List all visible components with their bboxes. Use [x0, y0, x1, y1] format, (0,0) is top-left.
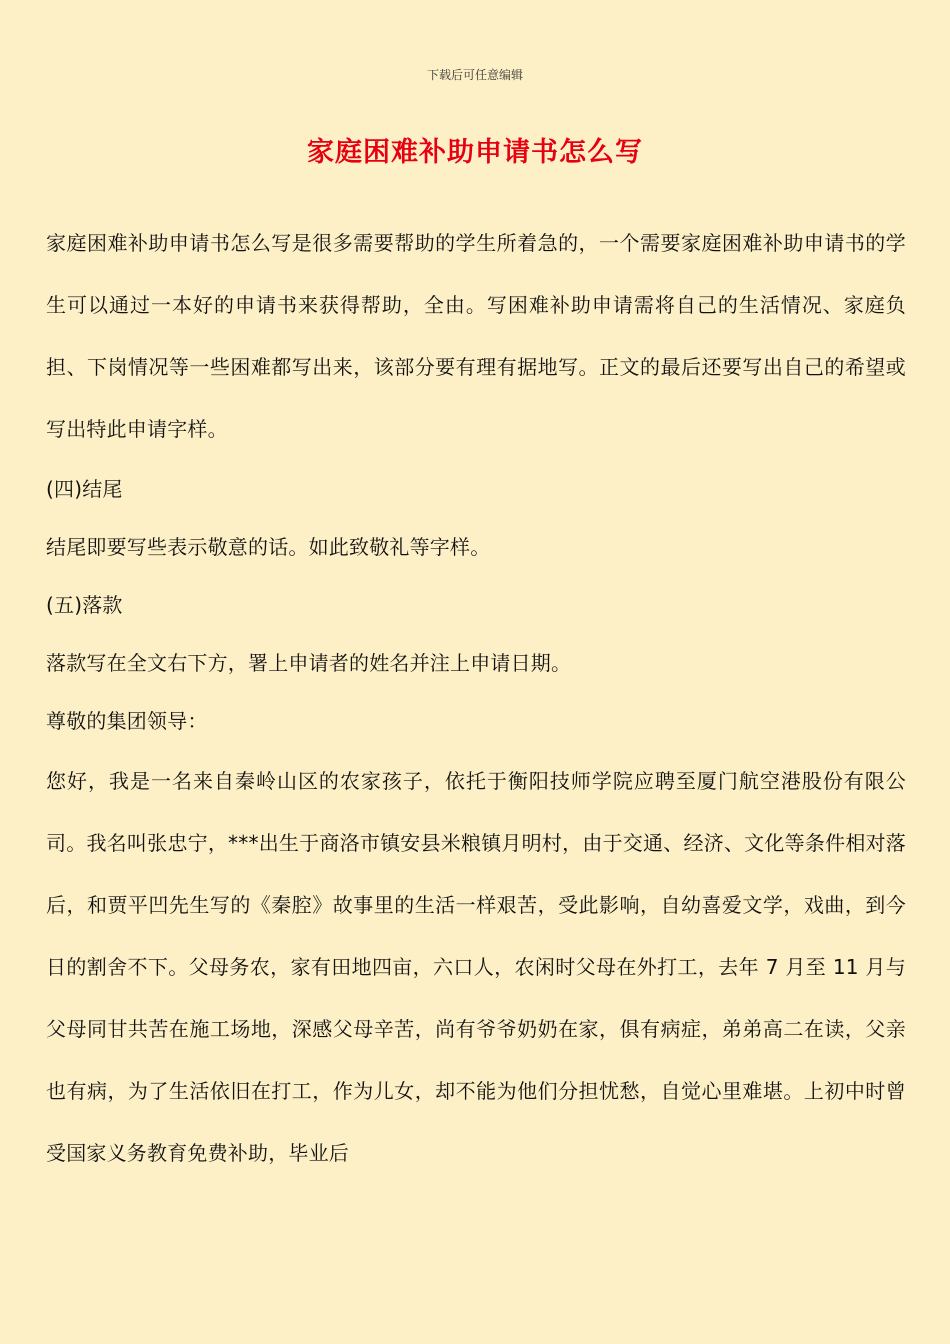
- letter-salutation: 尊敬的集团领导：: [46, 709, 208, 733]
- header-note: 下载后可任意编辑: [426, 68, 523, 82]
- document-body: [46, 212, 906, 1184]
- paragraph-ending: 结尾即要写些表示敬意的话。如此致敬礼等字样。: [46, 535, 491, 559]
- letter-body: 您好，我是一名来自秦岭山区的农家孩子，依托于衡阳技师学院应聘至厦门航空港股份有限公司。我名叫张忠宁，***出生于商洛市镇安县米粮镇月明村，由于交通、经济、文化等条件相对落后，和贾平凹先生写的《秦腔》故事里的生活一样艰苦，受此影响，自幼喜爱文学，戏曲，到今日的割舍不下。父母务农，家有田地四亩，六口人，农闲时父母在外打工，去年 7 月至 11 月与父母同甘共苦在施工场地，深感父母辛苦，尚有爷爷奶奶在家，俱有病症，弟弟高二在读，父亲也有病，为了生活依旧在打工，作为儿女，却不能为他们分担忧愁，自觉心里难堪。上初中时曾受国家义务教育免费补助，毕业后: [46, 769, 906, 1165]
- section-heading-ending: (四)结尾: [46, 477, 123, 501]
- paragraph-intro: 家庭困难补助申请书怎么写是很多需要帮助的学生所着急的，一个需要家庭困难补助申请书的学生可以通过一本好的申请书来获得帮助，全由。写困难补助申请需将自己的生活情况、家庭负担、下岗情况等一些困难都写出来，该部分要有理有据地写。正文的最后还要写出自己的希望或写出特此申请字样。: [46, 231, 906, 441]
- document-title: 家庭困难补助申请书怎么写: [307, 137, 643, 168]
- section-heading-signature: (五)落款: [46, 593, 123, 617]
- paragraph-signature: 落款写在全文右下方，署上申请者的姓名并注上申请日期。: [46, 651, 572, 675]
